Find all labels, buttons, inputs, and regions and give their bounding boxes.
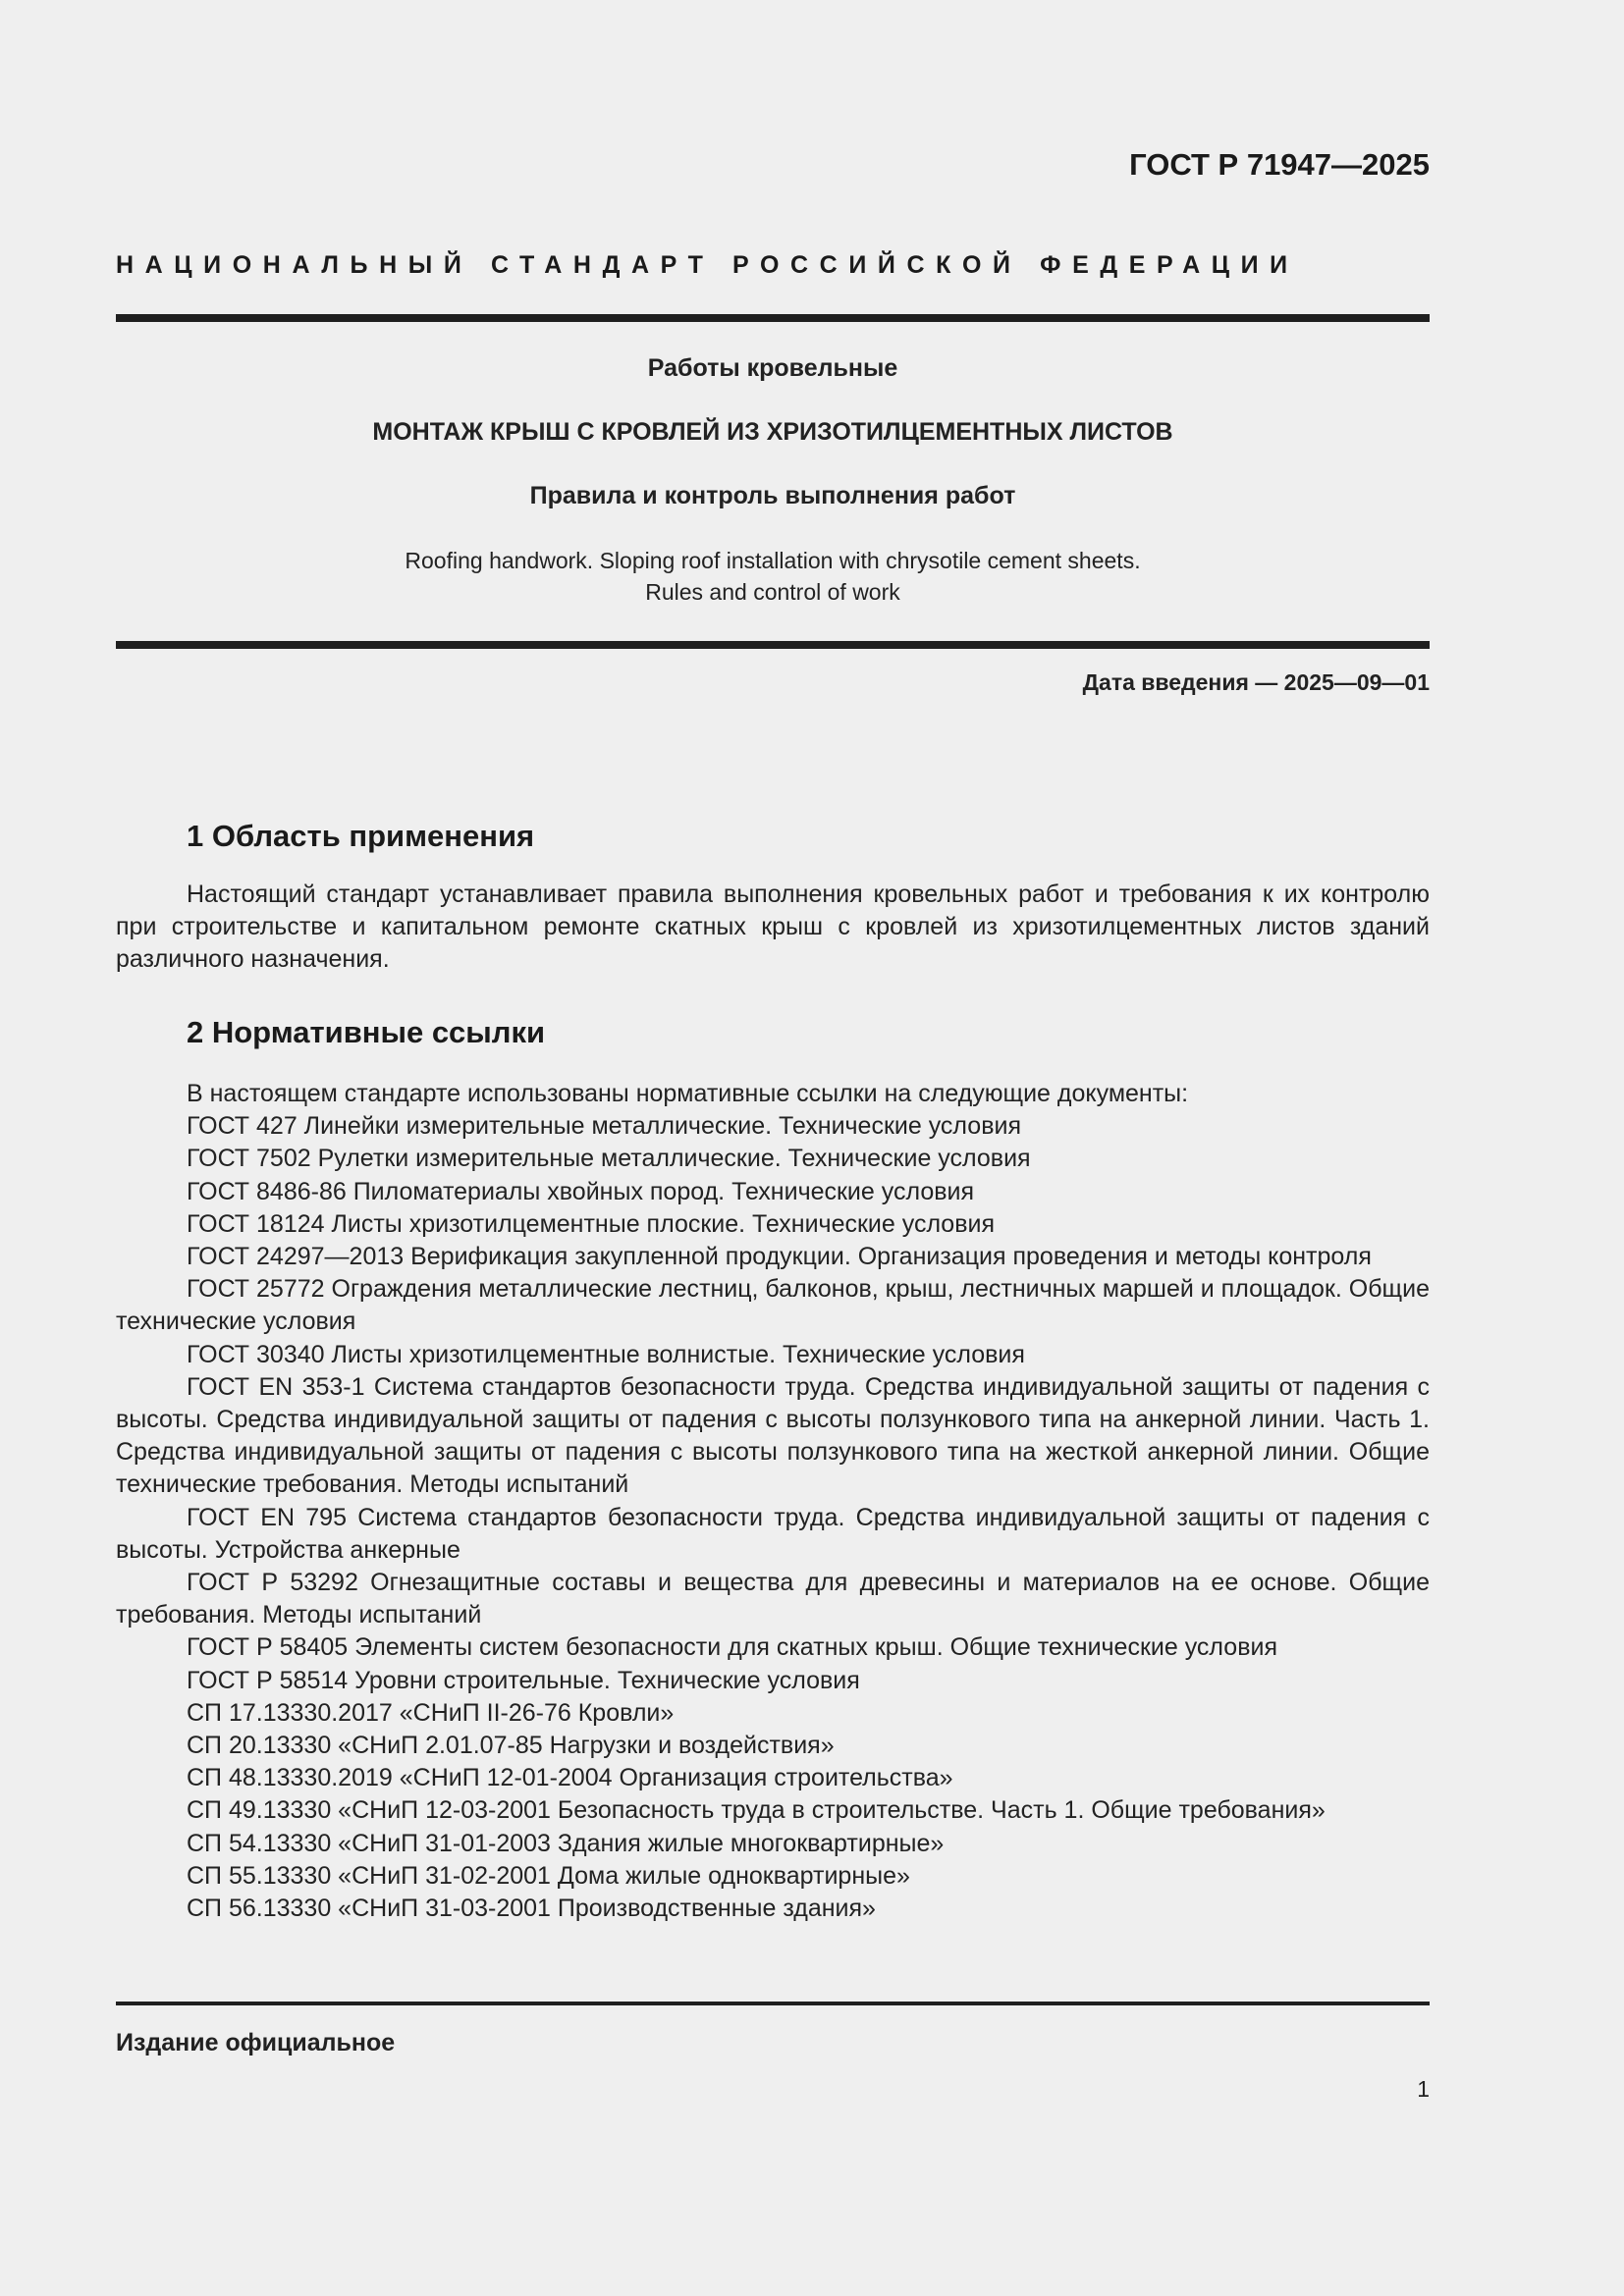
reference-item: ГОСТ 427 Линейки измерительные металлические. Технические условия — [187, 1112, 1021, 1141]
title-english-line-1: Roofing handwork. Sloping roof installation with chrysotile cement sheets. — [405, 548, 1141, 573]
footer-divider — [116, 2002, 1430, 2005]
document-page — [116, 0, 1430, 2296]
official-edition-label: Издание официальное — [116, 2029, 396, 2056]
national-standard-header: НАЦИОНАЛЬНЫЙ СТАНДАРТ РОССИЙСКОЙ ФЕДЕРАЦИИ — [116, 251, 1299, 279]
title-subtitle: Правила и контроль выполнения работ — [529, 482, 1016, 509]
reference-item: СП 55.13330 «СНиП 31-02-2001 Дома жилые одноквартирные» — [187, 1861, 910, 1890]
title-english — [116, 545, 1430, 608]
document-code: ГОСТ Р 71947—2025 — [1129, 147, 1430, 182]
section-1-heading: 1 Область применения — [187, 819, 535, 853]
reference-item: СП 17.13330.2017 «СНиП II-26-76 Кровли» — [187, 1698, 675, 1727]
title-main: МОНТАЖ КРЫШ С КРОВЛЕЙ ИЗ ХРИЗОТИЛЦЕМЕНТНЫХ ЛИСТОВ — [372, 418, 1173, 446]
reference-item: ГОСТ 7502 Рулетки измерительные металлические. Технические условия — [187, 1145, 1031, 1173]
top-divider — [116, 314, 1430, 322]
reference-item: СП 54.13330 «СНиП 31-01-2003 Здания жилые многоквартирные» — [187, 1829, 945, 1857]
reference-item: ГОСТ 18124 Листы хризотилцементные плоские. Технические условия — [187, 1209, 995, 1238]
normative-references-list — [116, 1078, 1430, 1925]
page-number: 1 — [1417, 2076, 1430, 2102]
introduction-date: Дата введения — 2025—09—01 — [1082, 669, 1430, 695]
reference-item: ГОСТ EN 795 Система стандартов безопасности труда. Средства индивидуальной защиты от падения с высоты. Устройства анкерные — [116, 1503, 1430, 1564]
reference-item: ГОСТ EN 353-1 Система стандартов безопасности труда. Средства индивидуальной защиты от падения с высоты. Средства индивидуальной защиты от падения с высоты ползункового типа на анкерной линии. Часть 1. Средства индивидуальной защиты от падения с высоты ползункового типа на жесткой анкерной линии. Общие технические требования. Методы испытаний — [116, 1372, 1430, 1499]
title-divider — [116, 641, 1430, 649]
section-1-paragraph: Настоящий стандарт устанавливает правила выполнения кровельных работ и требования к их контролю при строительстве и капитальном ремонте скатных крыш с кровлей из хризотилцементных листов зданий различного назначения. — [116, 881, 1430, 973]
reference-item: СП 20.13330 «СНиП 2.01.07-85 Нагрузки и воздействия» — [187, 1732, 835, 1760]
reference-item: ГОСТ 25772 Ограждения металлические лестниц, балконов, крыш, лестничных маршей и площадок. Общие технические условия — [116, 1275, 1430, 1336]
section-2-heading: 2 Нормативные ссылки — [187, 1015, 546, 1049]
reference-item: ГОСТ Р 58405 Элементы систем безопасности для скатных крыш. Общие технические условия — [187, 1633, 1277, 1662]
title-english-line-2: Rules and control of work — [645, 579, 900, 605]
reference-item: СП 48.13330.2019 «СНиП 12-01-2004 Организация строительства» — [187, 1764, 953, 1792]
reference-item: ГОСТ 8486-86 Пиломатериалы хвойных пород. Технические условия — [187, 1177, 975, 1205]
reference-item: ГОСТ Р 53292 Огнезащитные составы и вещества для древесины и материалов на ее основе. Общие требования. Методы испытаний — [116, 1569, 1430, 1629]
section-1-body — [116, 879, 1430, 976]
reference-item: СП 49.13330 «СНиП 12-03-2001 Безопасность труда в строительстве. Часть 1. Общие требования» — [187, 1796, 1326, 1825]
reference-item: ГОСТ Р 58514 Уровни строительные. Технические условия — [187, 1666, 860, 1694]
reference-item: ГОСТ 24297—2013 Верификация закупленной продукции. Организация проведения и методы контроля — [187, 1243, 1372, 1271]
title-category: Работы кровельные — [647, 354, 898, 382]
references-intro: В настоящем стандарте использованы нормативные ссылки на следующие документы: — [187, 1080, 1189, 1107]
reference-item: СП 56.13330 «СНиП 31-03-2001 Производственные здания» — [187, 1895, 876, 1923]
reference-item: ГОСТ 30340 Листы хризотилцементные волнистые. Технические условия — [187, 1340, 1025, 1368]
